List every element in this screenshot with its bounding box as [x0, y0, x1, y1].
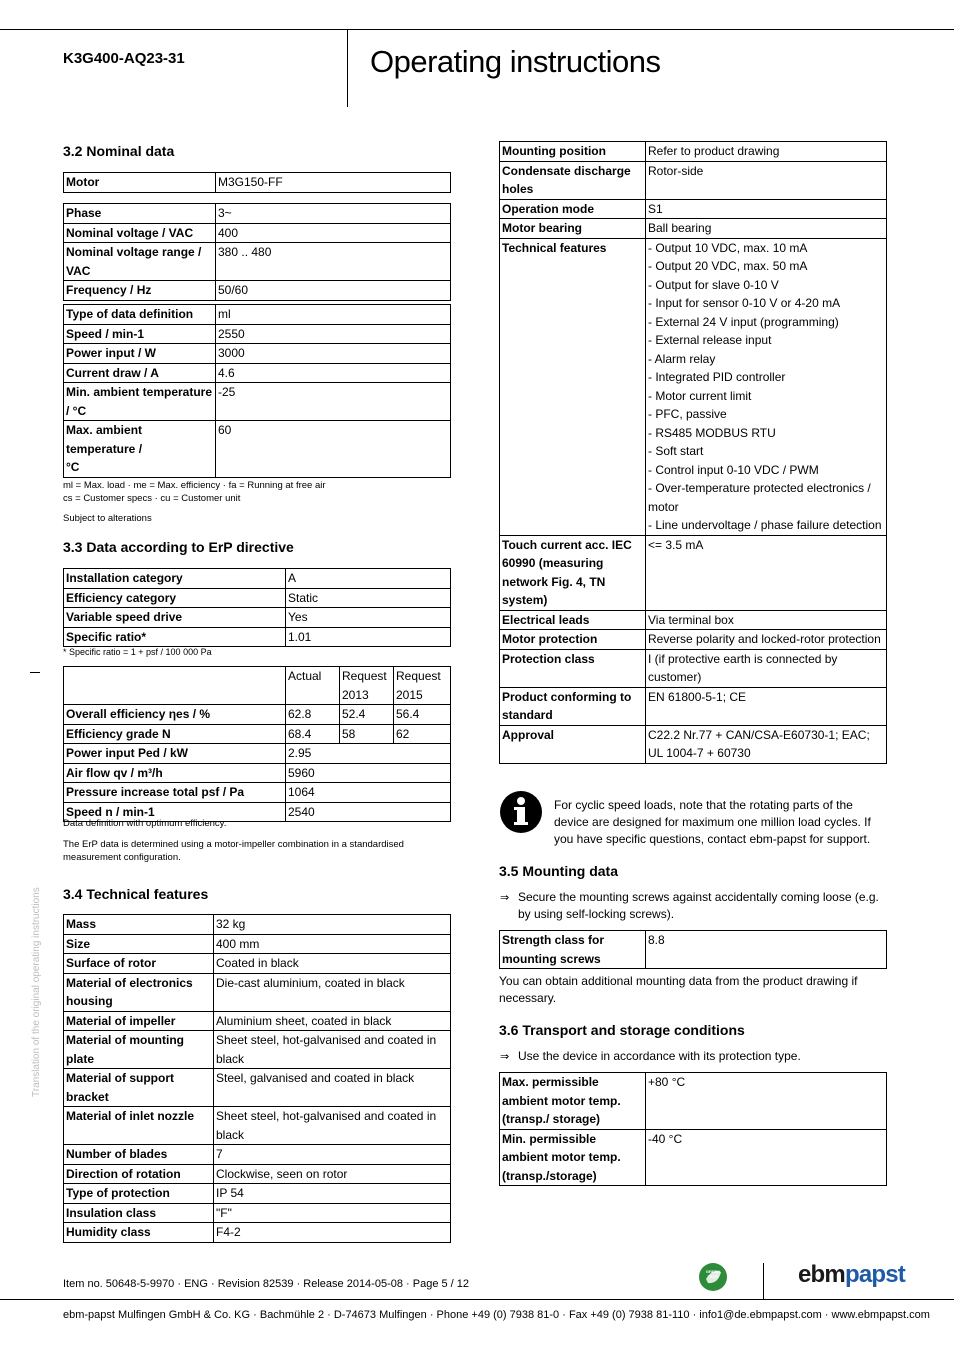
info-icon — [500, 791, 542, 833]
cell-request-2013: 52.4 — [340, 705, 394, 725]
note-erp-measurement: The ErP data is determined using a motor-impeller combination in a standardised measurement configuration. — [63, 839, 404, 863]
row-key: Power input Ped / kW — [64, 744, 286, 764]
footer-rule — [0, 1299, 954, 1300]
table-row — [64, 1145, 451, 1165]
info-note: For cyclic speed loads, note that the rotating parts of the device are designed for maximum one million load cycles. If you have specific questions, contact ebm-papst for support. — [554, 798, 871, 846]
transport-instruction: Use the device in accordance with its protection type. — [518, 1049, 801, 1063]
table-row — [64, 934, 451, 954]
row-key: Material of mounting plate — [64, 1031, 214, 1069]
row-value: Ball bearing — [646, 219, 887, 239]
list-item: - Line undervoltage / phase failure detection — [648, 518, 882, 532]
row-key: Touch current acc. IEC 60990 (measuring network Fig. 4, TN system) — [500, 535, 646, 610]
row-key: Number of blades — [64, 1145, 214, 1165]
row-key: Surface of rotor — [64, 954, 214, 974]
heading-mounting-data: 3.5 Mounting data — [499, 863, 618, 879]
row-key: Approval — [500, 725, 646, 763]
table-row — [64, 344, 451, 364]
row-key: Nominal voltage range / VAC — [64, 243, 216, 281]
row-key: Type of protection — [64, 1184, 214, 1204]
table-row — [500, 199, 887, 219]
row-value: 1.01 — [286, 627, 451, 647]
row-value: <= 3.5 mA — [646, 535, 887, 610]
row-value: Reverse polarity and locked-rotor protection — [646, 630, 887, 650]
table-row — [64, 1203, 451, 1223]
row-key: Material of inlet nozzle — [64, 1107, 214, 1145]
row-key: Material of support bracket — [64, 1069, 214, 1107]
list-item: - Motor current limit — [648, 388, 752, 403]
technical-features-list — [646, 238, 887, 535]
sidebar-note: Translation of the original operating instructions — [31, 887, 42, 1097]
specific-ratio-footnote: * Specific ratio = 1 + psf / 100 000 Pa — [63, 647, 212, 657]
row-value: 5960 — [286, 763, 451, 783]
row-key: Speed n / min-1 — [64, 802, 286, 822]
row-key: Material of electronics housing — [64, 973, 214, 1011]
table-row — [64, 1107, 451, 1145]
table-row — [64, 1223, 451, 1243]
table-row — [64, 421, 451, 478]
row-key: Overall efficiency ηes / % — [64, 705, 286, 725]
row-value: Rotor-side — [646, 161, 887, 199]
table-row — [500, 610, 887, 630]
row-value: I (if protective earth is connected by customer) — [646, 649, 887, 687]
technical-features-table — [63, 914, 451, 1243]
operating-table — [63, 304, 451, 478]
mounting-technical-table — [499, 141, 887, 764]
row-value: 32 kg — [214, 915, 451, 935]
heading-nominal-data: 3.2 Nominal data — [63, 143, 175, 159]
row-key: Operation mode — [500, 199, 646, 219]
footer-address: ebm-papst Mulfingen GmbH & Co. KG · Bachmühle 2 · D-74673 Mulfingen · Phone +49 (0) 7938 81-0 · Fax +49 (0) 7938 81-110 · info1@de.ebmpapst.com · www.ebmpapst.com — [63, 1309, 930, 1321]
margin-mark — [30, 672, 40, 673]
row-value: ml — [216, 305, 451, 325]
row-key: Motor protection — [500, 630, 646, 650]
header-top-rule — [0, 29, 954, 30]
row-value: Steel, galvanised and coated in black — [214, 1069, 451, 1107]
list-item: - Integrated PID controller — [648, 370, 786, 384]
row-key: Phase — [64, 204, 216, 224]
table-row — [64, 1164, 451, 1184]
row-key: Motor bearing — [500, 219, 646, 239]
mounting-additional-note: You can obtain additional mounting data from the product drawing if necessary. — [499, 974, 858, 1005]
note-alterations: Subject to alterations — [63, 513, 152, 524]
row-key: Mass — [64, 915, 214, 935]
row-value: IP 54 — [214, 1184, 451, 1204]
col-request-2013: Request 2013 — [340, 667, 394, 705]
table-row — [64, 173, 451, 193]
table-row — [64, 608, 451, 628]
row-key: Power input / W — [64, 344, 216, 364]
table-row — [500, 725, 887, 763]
arrow-right-icon: ⇒ — [500, 892, 510, 904]
table-row — [64, 667, 451, 705]
green-tech-label: GREEN TECH — [705, 1269, 721, 1279]
row-key: Insulation class — [64, 1203, 214, 1223]
row-key: Pressure increase total psf / Pa — [64, 783, 286, 803]
row-value: Static — [286, 588, 451, 608]
table-row — [64, 1184, 451, 1204]
cell-request-2015: 62 — [394, 724, 451, 744]
table-row — [64, 973, 451, 1011]
row-key: Speed / min-1 — [64, 324, 216, 344]
table-row — [500, 1129, 887, 1186]
row-value: "F" — [214, 1203, 451, 1223]
row-value: S1 — [646, 199, 887, 219]
row-key: Technical features — [500, 238, 646, 535]
note-legend-1: ml = Max. load · me = Max. efficiency · fa = Running at free air — [63, 480, 326, 491]
table-row — [64, 783, 451, 803]
row-key: Efficiency category — [64, 588, 286, 608]
list-item: - PFC, passive — [648, 407, 727, 421]
row-value: 3~ — [216, 204, 451, 224]
table-row — [64, 569, 451, 589]
table-row — [500, 931, 887, 969]
ebmpapst-logo — [798, 1261, 905, 1289]
list-item: - External 24 V input (programming) — [648, 314, 839, 329]
row-value: 3000 — [216, 344, 451, 364]
table-row — [64, 383, 451, 421]
row-value: 8.8 — [646, 931, 887, 969]
row-value: 2540 — [286, 802, 451, 822]
row-key: Electrical leads — [500, 610, 646, 630]
table-row — [500, 649, 887, 687]
row-value: Sheet steel, hot-galvanised and coated in black — [214, 1031, 451, 1069]
row-key: Installation category — [64, 569, 286, 589]
row-value: Clockwise, seen on rotor — [214, 1164, 451, 1184]
table-row — [64, 305, 451, 325]
row-value: +80 °C — [646, 1073, 887, 1130]
cell-actual: 68.4 — [286, 724, 340, 744]
table-row — [64, 705, 451, 725]
row-value: 50/60 — [216, 281, 451, 301]
table-row — [500, 1073, 887, 1130]
row-value: 2.95 — [286, 744, 451, 764]
cell-actual: 62.8 — [286, 705, 340, 725]
row-value: Sheet steel, hot-galvanised and coated in black — [214, 1107, 451, 1145]
footer-item-info: Item no. 50648-5-9970 · ENG · Revision 82539 · Release 2014-05-08 · Page 5 / 12 — [63, 1278, 470, 1290]
table-row — [64, 281, 451, 301]
transport-storage-table — [499, 1072, 887, 1186]
heading-erp: 3.3 Data according to ErP directive — [63, 539, 294, 555]
row-key: Humidity class — [64, 1223, 214, 1243]
table-row — [64, 588, 451, 608]
row-key: Motor — [64, 173, 216, 193]
row-value: 1064 — [286, 783, 451, 803]
table-row — [64, 324, 451, 344]
row-value: -25 — [216, 383, 451, 421]
header-blank — [64, 667, 286, 705]
row-key: Condensate discharge holes — [500, 161, 646, 199]
row-value: 380 .. 480 — [216, 243, 451, 281]
cell-request-2015: 56.4 — [394, 705, 451, 725]
note-legend-2: cs = Customer specs · cu = Customer unit — [63, 493, 241, 504]
table-row — [500, 219, 887, 239]
table-row — [500, 161, 887, 199]
mounting-screws-table — [499, 930, 887, 969]
list-item: - Output 20 VDC, max. 50 mA — [648, 259, 808, 273]
table-row — [64, 915, 451, 935]
logo-ebm: ebm — [798, 1261, 845, 1288]
row-value: C22.2 Nr.77 + CAN/CSA-E60730-1; EAC; UL 1004-7 + 60730 — [646, 725, 887, 763]
page-title: Operating instructions — [370, 44, 661, 79]
row-key: Min. ambient temperature / °C — [64, 383, 216, 421]
table-row — [64, 223, 451, 243]
list-item: - External release input — [648, 333, 772, 347]
row-key: Strength class for mounting screws — [500, 931, 646, 969]
table-row — [500, 630, 887, 650]
model-number: K3G400-AQ23-31 — [63, 50, 185, 67]
row-value: 7 — [214, 1145, 451, 1165]
row-key: Frequency / Hz — [64, 281, 216, 301]
row-value: Die-cast aluminium, coated in black — [214, 973, 451, 1011]
list-item: - RS485 MODBUS RTU — [648, 425, 776, 440]
erp-category-table — [63, 568, 451, 647]
list-item: - Output for slave 0-10 V — [648, 277, 779, 292]
row-value: 400 — [216, 223, 451, 243]
row-value: Refer to product drawing — [646, 142, 887, 162]
row-value: EN 61800-5-1; CE — [646, 687, 887, 725]
table-row — [64, 243, 451, 281]
row-value: A — [286, 569, 451, 589]
note-optimum-efficiency: Data definition with optimum efficiency. — [63, 818, 227, 829]
electrical-table — [63, 203, 451, 301]
row-value: Aluminium sheet, coated in black — [214, 1011, 451, 1031]
row-key: Max. permissible ambient motor temp. (transp./ storage) — [500, 1073, 646, 1130]
row-key: Efficiency grade N — [64, 724, 286, 744]
list-item: - Input for sensor 0-10 V or 4-20 mA — [648, 296, 841, 310]
row-value: M3G150-FF — [216, 173, 451, 193]
row-key: Current draw / A — [64, 363, 216, 383]
col-request-2015: Request 2015 — [394, 667, 451, 705]
row-key: Mounting position — [500, 142, 646, 162]
table-row — [500, 238, 887, 535]
row-value: Yes — [286, 608, 451, 628]
row-key: Max. ambient temperature / °C — [64, 421, 216, 478]
erp-efficiency-table — [63, 666, 451, 822]
list-item: - Soft start — [648, 444, 704, 458]
heading-transport-storage: 3.6 Transport and storage conditions — [499, 1022, 745, 1038]
row-key: Product conforming to standard — [500, 687, 646, 725]
list-item: - Output 10 VDC, max. 10 mA — [648, 240, 808, 255]
list-item: - Control input 0-10 VDC / PWM — [648, 462, 819, 477]
row-key: Nominal voltage / VAC — [64, 223, 216, 243]
mounting-instruction: Secure the mounting screws against accidentally coming loose (e.g. by using self-locking screws). — [518, 890, 879, 921]
row-key: Specific ratio* — [64, 627, 286, 647]
logo-papst: papst — [844, 1261, 905, 1288]
row-key: Protection class — [500, 649, 646, 687]
table-row — [64, 954, 451, 974]
row-key: Size — [64, 934, 214, 954]
table-row — [64, 763, 451, 783]
table-row — [64, 724, 451, 744]
table-row — [64, 363, 451, 383]
row-key: Min. permissible ambient motor temp. (transp./storage) — [500, 1129, 646, 1186]
table-row — [500, 687, 887, 725]
row-value: 400 mm — [214, 934, 451, 954]
row-key: Type of data definition — [64, 305, 216, 325]
row-value: 60 — [216, 421, 451, 478]
row-key: Variable speed drive — [64, 608, 286, 628]
list-item: - Alarm relay — [648, 351, 716, 366]
row-value: 2550 — [216, 324, 451, 344]
table-row — [64, 627, 451, 647]
header-divider — [347, 29, 348, 107]
table-row — [64, 1011, 451, 1031]
motor-table — [63, 172, 451, 193]
row-value: 4.6 — [216, 363, 451, 383]
cell-request-2013: 58 — [340, 724, 394, 744]
row-value: Coated in black — [214, 954, 451, 974]
row-value: Via terminal box — [646, 610, 887, 630]
table-row — [64, 204, 451, 224]
col-actual: Actual — [286, 667, 340, 705]
row-key: Air flow qv / m³/h — [64, 763, 286, 783]
table-row — [500, 535, 887, 610]
row-key: Material of impeller — [64, 1011, 214, 1031]
row-key: Direction of rotation — [64, 1164, 214, 1184]
list-item: - Over-temperature protected electronics / motor — [648, 481, 871, 514]
table-row — [64, 1031, 451, 1069]
footer-logo-divider — [763, 1263, 764, 1299]
row-value: F4-2 — [214, 1223, 451, 1243]
table-row — [64, 744, 451, 764]
heading-technical-features: 3.4 Technical features — [63, 886, 209, 902]
table-row — [500, 142, 887, 162]
row-value: -40 °C — [646, 1129, 887, 1186]
table-row — [64, 1069, 451, 1107]
arrow-right-icon: ⇒ — [500, 1051, 510, 1063]
